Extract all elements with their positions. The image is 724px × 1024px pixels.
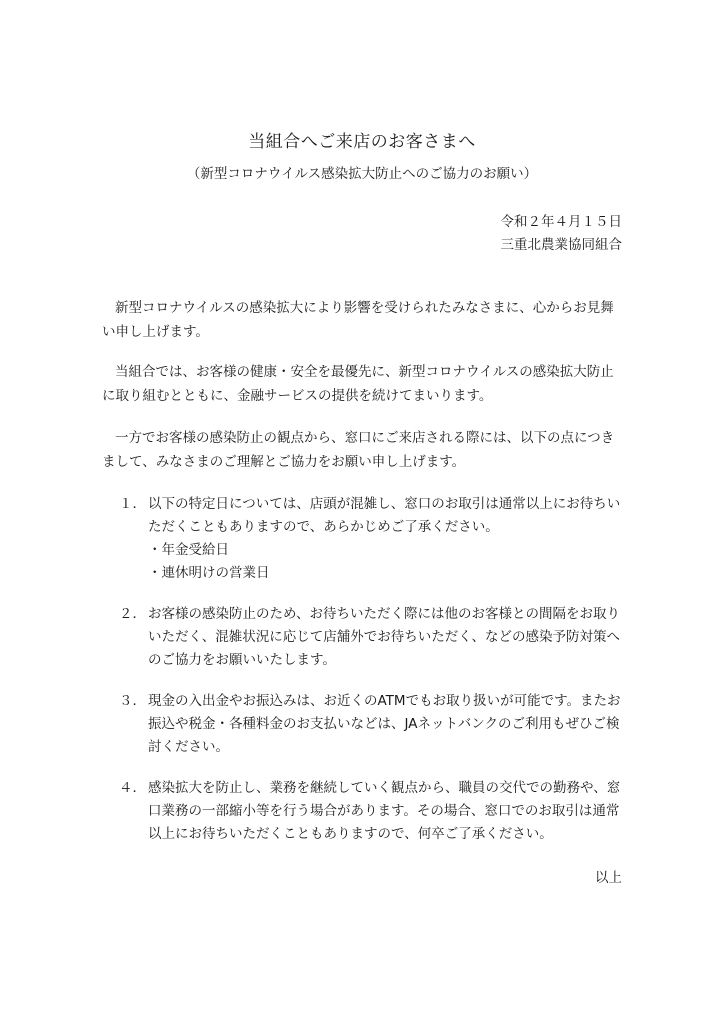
- item-number: １．: [119, 496, 146, 512]
- list-item: [102, 690, 626, 759]
- bullet-after-holiday: ・連休明けの営業日: [148, 565, 270, 581]
- list-item: [102, 777, 626, 846]
- item-text: 以下の特定日については、店頭が混雑し、窓口のお取引は通常以上にお待ちいただくこともありますので、あらかじめご了承ください。: [148, 496, 621, 535]
- item-number: ２．: [119, 606, 146, 622]
- closing-mark: 以上: [595, 870, 622, 886]
- item-number: ４．: [119, 780, 146, 796]
- organization-name: 三重北農業協同組合: [500, 237, 622, 253]
- document-title: 当組合へご来店のお客さまへ: [248, 132, 476, 152]
- issue-date: 令和２年４月１５日: [500, 214, 622, 230]
- bullet-pension-day: ・年金受給日: [148, 542, 229, 558]
- paragraph-policy: 当組合では、お客様の健康・安全を最優先に、新型コロナウイルスの感染拡大防止に取り組むとともに、金融サービスの提供を続けてまいります。: [102, 364, 614, 404]
- item-number: ３．: [119, 693, 146, 709]
- item-text: 現金の入出金やお振込みは、お近くのATMでもお取り扱いが可能です。またお振込や税金・各種料金のお支払いなどは、JAネットバンクのご利用もぜひご検討ください。: [148, 693, 621, 755]
- list-item: [102, 603, 626, 672]
- paragraph-request: 一方でお客様の感染防止の観点から、窓口にご来店される際には、以下の点につきまして、みなさまのご理解とご協力をお願い申し上げます。: [102, 430, 615, 470]
- paragraph-sympathy: 新型コロナウイルスの感染拡大により影響を受けられたみなさまに、心からお見舞い申し上げます。: [102, 300, 614, 340]
- item-text: 感染拡大を防止し、業務を継続していく観点から、職員の交代での勤務や、窓口業務の一部縮小等を行う場合があります。その場合、窓口でのお取引は通常以上にお待ちいただくこともありますので、何卒ご了承ください。: [148, 780, 621, 842]
- document-subtitle: （新型コロナウイルス感染拡大防止へのご協力のお願い）: [186, 166, 538, 182]
- item-text: お客様の感染防止のため、お待ちいただく際には他のお客様との間隔をお取りいただく、混雑状況に応じて店舗外でお待ちいただく、などの感染予防対策へのご協力をお願いいたします。: [148, 606, 620, 668]
- list-item: [102, 493, 626, 585]
